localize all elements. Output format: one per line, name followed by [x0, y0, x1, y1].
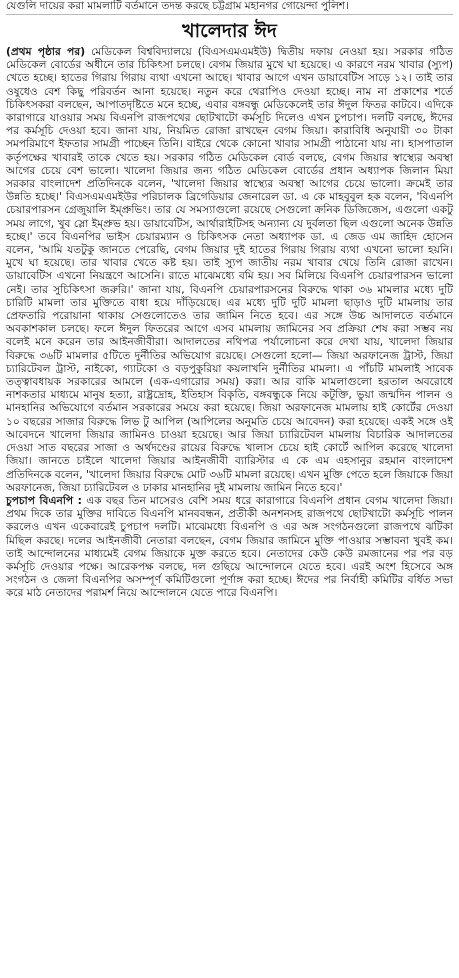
paragraph-1-text: মেডিকেল বিশ্ববিদ্যালয়ে (বিএসএমএমইউ) দ্বিতীয় দফায় নেওয়া হয়। সরকার গঠিত মেডিকেল বোর্ডের অধীনে তার চিকিৎসা চলছে। বেগম জিয়ার মুখে ঘা হয়েছে। এ কারণে নরম খাবার (স্যুপ) খেতে হচ্ছে। হাতের গিরায় গিরায় ব্যথা এখনো আছে। খাবার আগে এখন ডায়াবেটিস সাড়ে ১২। তাই তার ওষুধেও বেশ কিছু পরিবর্তন আনা হয়েছে। নতুন করে থেরাপিও দেওয়া হচ্ছে। নাম না প্রকাশের শর্তে চিকিৎসকরা বলছেন, আপাতদৃষ্টিতে মনে হচ্ছে, এবার বঙ্গবন্ধু মেডিকেলেই তার ঈদুল ফিতর কাটবে। এদিকে কারাগারে যাওয়ার সময় বিএনপি রাজপথের ছোটখাটো কর্মসূচি দিলেও এখন চুপচাপ। দলটি বলছে, ঈদের পর কর্মসূচি দেওয়া হবে। জানা যায়, নিয়মিত রোজা রাখছেন বেগম জিয়া। কারাবিধি অনুযায়ী ৩০ টাকা সমপরিমাণে ইফতার সামগ্রী পাচ্ছেন তিনি। বাইরে থেকে কোনো খাবার সামগ্রী পাঠানো যায় না। হাসপাতাল কর্তৃপক্ষের খাবারই তাকে খেতে হয়। সরকার গঠিত মেডিকেল বোর্ড বলছে, বেগম জিয়ার স্বাস্থ্যের অবস্থা আগের চেয়ে বেশ ভালো। খালেদা জিয়ার জন্য গঠিত মেডিকেল বোর্ডের প্রধান অধ্যাপক জিলান মিয়া সরকার বাংলাদেশ প্রতিদিনকে বলেন, 'খালেদা জিয়ার স্বাস্থ্যের অবস্থা আগের চেয়ে ভালো। ক্রমেই তার উন্নতি হচ্ছে।' বিএসএমএমইউর পরিচালক ব্রিগেডিয়ার জেনারেল ডা. এ কে মাহবুবুল হক বলেন, 'বিএনপি চেয়ারপারসন গ্রেজুয়ালি ইম্প্রুভিং। তার যে সমস্যাগুলো রয়েছে সেগুলো ক্রনিক ডিজিজেস, এগুলো একটু সময় লাগে, খুব স্লো ইম্প্রুভ হয়। ডায়াবেটিস, আর্থারাইটিসহ অন্যান্য যে দুর্বলতা ছিল এগুলো অনেক উন্নতি হচ্ছে।' তবে বিএনপির ভাইস চেয়ারম্যান ও চিকিৎসক নেতা অধ্যাপক ডা. এ জেড এম জাহিদ হোসেন বলেন, 'আমি যতটুকু জানতে পেরেছি, বেগম জিয়ার দুই হাতের গিরায় গিরায় ব্যথা এখনো ভালো হয়নি। মুখে ঘা হয়েছে। তার খাবার খেতে কষ্ট হয়। তাই স্যুপ জাতীয় নরম খাবার খেয়ে তিনি রোজা রাখেন। ডায়াবেটিস এখনো নিয়ন্ত্রণে আসেনি। রাতে মাঝেমধ্যে বমি হয়। সব মিলিয়ে বিএনপি চেয়ারপারসন ভালো নেই। তার সুচিকিৎসা জরুরি।' জানা যায়, বিএনপি চেয়ারপারসনের বিরুদ্ধে থাকা ৩৬ মামলার মধ্যে দুটি চারিটি মামলা তার মুক্তিতে বাধা হয়ে দাঁড়িয়েছে। এর মধ্যে দুটি দুটি মামলা ছাড়াও দুটি মামলায় তার প্রেফতারি পরোয়ানা থাকায় সেগুলোতেও তার জামিন নিতে হবে। এর সঙ্গে উচ্চ আদালতে বর্তমানে অবকাশকাল চলছে। ফলে ঈদুল ফিতরের আগে এসব মামলায় জামিনের সব প্রক্রিয়া শেষ করা সম্ভব নয় বলেই মনে করেন তার আইনজীবীরা। আদালতের নথিপত্র পর্যালোচনা করে দেখা যায়, খালেদা জিয়ার বিরুদ্ধে ৩৬টি মামলার ৫টিতে দুর্নীতির অভিযোগ রয়েছে। সেগুলো হলো— জিয়া অরফানেজ ট্রাস্ট, জিয়া চ্যারিটেবল ট্রাস্ট, নাইকো, গ্যাটকো ও বড়পুকুরিয়া কয়লাখনি দুর্নীতির মামলা। এ পাঁচটি মামলাই সাবেক তত্ত্বাবধায়ক সরকারের আমলে (এক-এগারোর সময়) করা। আর বাকি মামলাগুলো হরতাল অবরোধে নাশকতার মাধ্যমে মানুষ হত্যা, রাষ্ট্রদ্রোহ, ইতিহাস বিকৃতি, বঙ্গবন্ধুকে নিয়ে কটূক্তি, ভুয়া জন্মদিন পালন ও মানহানির অভিযোগে বর্তমান সরকারের সময়ে করা হয়েছে। জিয়া অরফানেজ মামলায় হাই কোর্টের দেওয়া ১০ বছরের সাজার বিরুদ্ধে লিভ টু আপিল (আপিলের অনুমতি চেয়ে আবেদন) করা হয়েছে। একই সঙ্গে ওই আবেদনে খালেদা জিয়ার জামিনও চাওয়া হয়েছে। আর জিয়া চ্যারিটেবল মামলায় বিচারিক আদালতের দেওয়া সাত বছরের সাজা ও অর্থদণ্ডের রায়ের বিরুদ্ধে খালাস চেয়ে হাই কোর্টে আপিল করেছে খালেদা জিয়া। জানতে চাইলে খালেদা জিয়ার আইনজীবী ব্যারিস্টার এ কে এম এহসানুর রহমান বাংলাদেশ প্রতিদিনকে বলেন, 'খালেদা জিয়ার বিরুদ্ধে মোট ৩৬টি মামলা রয়েছে। এখন মুক্তি পেতে হলে জিয়াকে জিয়া অরফানেজ, জিয়া চ্যারিটেবল ও ঢাকার মানহানির দুই মামলায় জামিন নিতে হবে।' — [6, 46, 453, 494]
previous-article-fragment: যেগুলি দায়ের করা মামলাটি বর্তমানে তদন্ত করছে চট্টগ্রাম মহানগর গোয়েন্দা পুলিশ। — [6, 0, 453, 15]
subheading: চুপচাপ বিএনপি : — [6, 494, 82, 507]
paragraph-2 — [6, 495, 453, 601]
headline: খালেদার ঈদ — [182, 20, 277, 42]
paragraph-2-text: এক বছর তিন মাসেরও বেশি সময় ধরে কারাগারে বিএনপি প্রধান বেগম খালেদা জিয়া। প্রথম দিকে তার মুক্তির দাবিতে বিএনপি মানববন্ধন, প্রতীকী অনশনসহ রাজপথে ছোটখাটো কর্মসূচি পালন করলেও এখন একেবারেই চুপচাপ দলটি। মাঝেমধ্যে বিএনপি ও এর অঙ্গ সংগঠনগুলো রাজপথে ঝটিকা মিছিল করছে। দলের আইনজীবী নেতারা বলছেন, বেগম জিয়ার জামিনে মুক্তি পাওয়ার সম্ভাবনা খুবই কম। তাই আন্দোলনের মাধ্যমেই বেগম জিয়াকে মুক্ত করতে হবে। নেতাদের কেউ কেউ রমজানের পর পর বড় কর্মসূচি দেওয়ার পক্ষে। আরেকপক্ষ বলছে, দল গুছিয়ে আন্দোলনে যেতে হবে। এরই অংশ হিসেবে অঙ্গ সংগঠন ও জেলা বিএনপির অসম্পূর্ণ কমিটিগুলো পূর্ণাঙ্গ করা হচ্ছে। ঈদের পর নির্বাহী কমিটির বর্ধিত সভা করে মাঠ নেতাদের পরামর্শ নিয়ে আন্দোলনে যেতে পারে বিএনপি। — [6, 494, 453, 600]
paragraph-1 — [6, 46, 453, 495]
continuation-label: (প্রথম পৃষ্ঠার পর) — [6, 46, 86, 58]
article-body — [6, 46, 453, 601]
